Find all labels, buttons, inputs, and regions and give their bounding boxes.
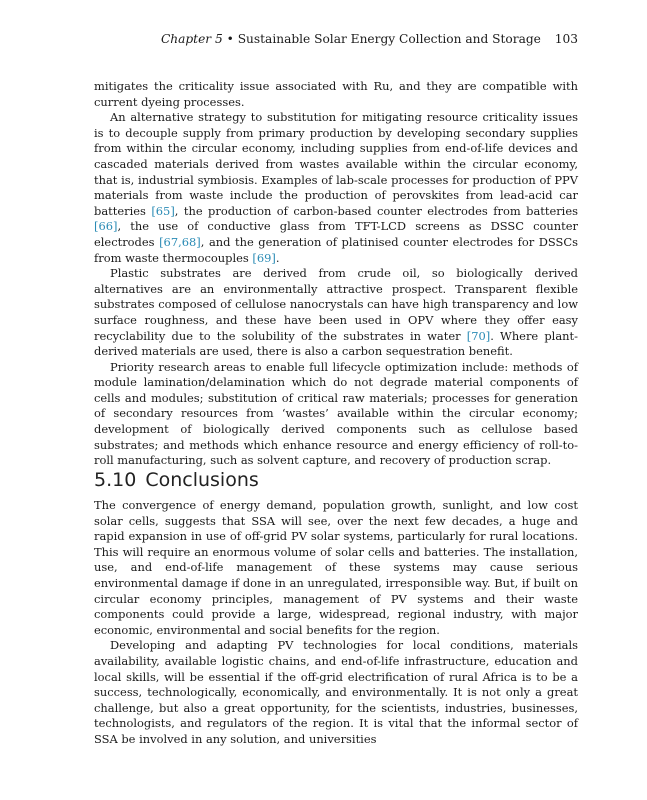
- running-header: [94, 30, 578, 48]
- section-number: 5.10: [94, 469, 137, 491]
- header-bullet: •: [226, 32, 234, 46]
- body-text-upper: [94, 79, 578, 469]
- paragraph: Priority research areas to enable full lifecycle optimization include: methods of module lamination/delamination which do not degrade material components of cells and modules; substitution of critical raw materials; processes for generation of secondary resources from ‘wastes’ available within the circular economy; development of biologically derived components such as cellulose based substrates; and methods which enhance resource and energy efficiency of roll-to-roll manufacturing, such as solvent capture, and recovery of production scrap.: [94, 359, 578, 468]
- citation-link[interactable]: [70]: [466, 328, 491, 343]
- paragraph-text: An alternative strategy to substitution for mitigating resource criticality issues is to decouple supply from primary production by developing secondary supplies from within the circular economy, including supplies from end-of-life devices and cascaded materials derived from wastes available within the circular economy, that is, industrial symbiosis. Examples of lab-scale processes for production of PPV materials from waste include the production of perovskites from lead-acid car batteries: [94, 110, 578, 218]
- chapter-label: Chapter 5: [160, 32, 223, 46]
- paragraph: [94, 266, 578, 360]
- citation-link[interactable]: [69]: [252, 250, 276, 265]
- paragraph-text: Plastic substrates are derived from crude oil, so biologically derived alternatives are an environmentally attractive prospect. Transparent flexible substrates composed of cellulose nanocrystals can have high transparency and low surface roughness, and these have been used in OPV where they offer easy recyclability due to the solubility of the substrates in water: [94, 266, 578, 343]
- page-number: 103: [554, 32, 578, 46]
- section-title: Conclusions: [145, 469, 259, 491]
- citation-link[interactable]: [66]: [94, 219, 118, 234]
- paragraph-text: , and the generation of platinised counter electrodes for DSSCs from waste thermocouples: [94, 234, 579, 265]
- paragraph-text: . Where plant-derived materials are used, there is also a carbon sequestration benefit.: [94, 328, 578, 359]
- paragraph: [94, 110, 578, 266]
- paragraph: mitigates the criticality issue associated with Ru, and they are compatible with current dyeing processes.: [94, 79, 578, 109]
- paragraph: Developing and adapting PV technologies for local conditions, materials availability, available logistic chains, and end-of-life infrastructure, education and local skills, will be essential if the off-grid electrification of rural Africa is to be a success, technologically, economically, and environmentally. It is not only a great challenge, but also a great opportunity, for the scientists, industries, businesses, technologists, and regulators of the region. It is vital that the informal sector of SSA be involved in any solution, and universities: [94, 638, 578, 746]
- citation-link[interactable]: [65]: [151, 203, 175, 218]
- body-text-conclusions: [94, 498, 578, 748]
- paragraph-text: , the production of carbon-based counter electrodes from batteries: [174, 203, 578, 218]
- chapter-title: Sustainable Solar Energy Collection and Storage: [237, 32, 541, 46]
- paragraph-text: .: [275, 250, 280, 265]
- paragraph-text: , the use of conductive glass from TFT-LCD screens as DSSC counter electrodes: [94, 219, 578, 249]
- section-heading: [94, 466, 578, 494]
- paragraph: The convergence of energy demand, population growth, sunlight, and low cost solar cells, suggests that SSA will see, over the next few decades, a huge and rapid expansion in use of off-grid PV solar systems, particularly for rural locations. This will require an enormous volume of solar cells and batteries. The installation, use, and end-of-life management of these systems may cause serious environmental damage if done in an unregulated, irresponsible way. But, if built on circular economy principles, management of PV systems and their waste components could provide a large, widespread, regional industry, with major economic, environmental and social benefits for the region.: [94, 498, 578, 637]
- citation-link[interactable]: [67,68]: [159, 234, 201, 249]
